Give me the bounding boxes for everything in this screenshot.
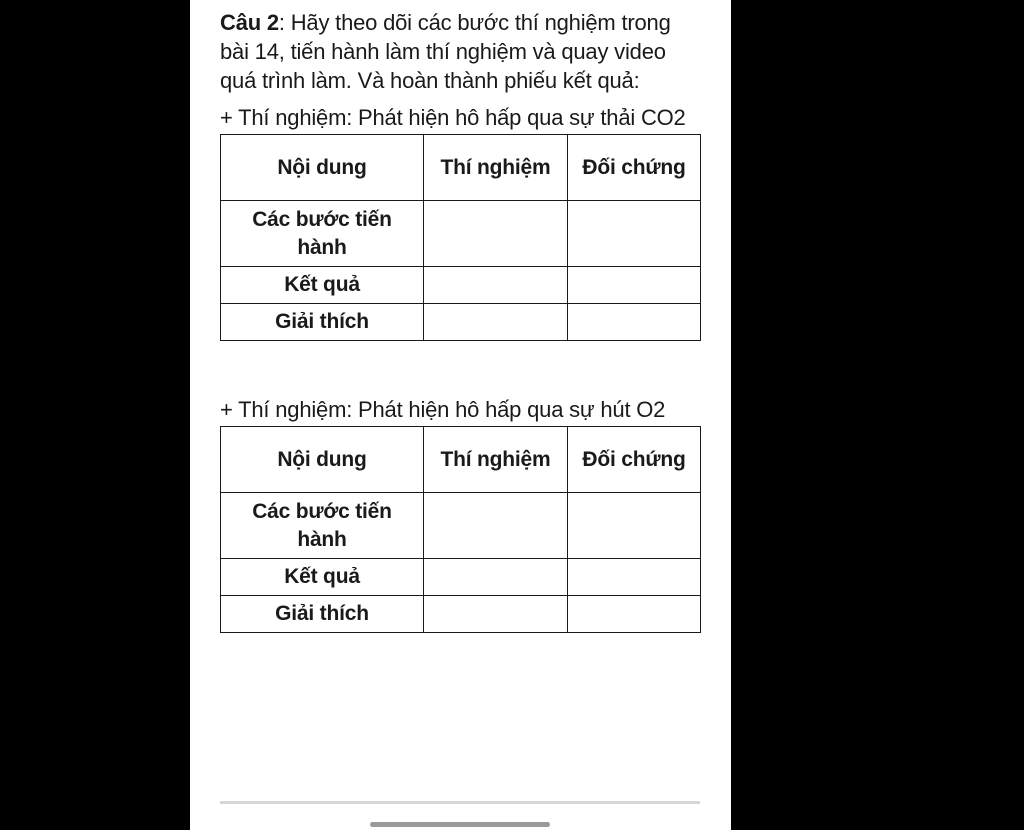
row-label-explanation: Giải thích <box>221 304 424 341</box>
row-label-steps: Các bước tiến hành <box>221 493 424 559</box>
cell-experiment <box>424 201 568 267</box>
cell-control <box>568 596 701 633</box>
table-row <box>221 559 701 596</box>
header-noi-dung: Nội dung <box>221 427 424 493</box>
cell-control <box>568 559 701 596</box>
table-header-row <box>221 135 701 201</box>
header-thi-nghiem: Thí nghiệm <box>424 135 568 201</box>
row-label-explanation: Giải thích <box>221 596 424 633</box>
header-doi-chung: Đối chứng <box>568 427 701 493</box>
table-header-row <box>221 427 701 493</box>
table-row <box>221 304 701 341</box>
header-thi-nghiem: Thí nghiệm <box>424 427 568 493</box>
cell-control <box>568 304 701 341</box>
question-label: Câu 2 <box>220 10 279 35</box>
document-page <box>190 0 731 830</box>
cell-control <box>568 201 701 267</box>
home-indicator-bar[interactable] <box>370 822 550 827</box>
cell-experiment <box>424 267 568 304</box>
experiment-1-table <box>220 134 701 341</box>
cell-experiment <box>424 559 568 596</box>
cell-experiment <box>424 596 568 633</box>
cell-experiment <box>424 493 568 559</box>
experiment-2-title: + Thí nghiệm: Phát hiện hô hấp qua sự hút O2 <box>220 397 666 422</box>
row-label-result: Kết quả <box>221 559 424 596</box>
header-noi-dung: Nội dung <box>221 135 424 201</box>
cell-experiment <box>424 304 568 341</box>
experiment-2-table <box>220 426 701 633</box>
page-divider <box>220 801 700 804</box>
table-row <box>221 201 701 267</box>
header-doi-chung: Đối chứng <box>568 135 701 201</box>
table-row <box>221 596 701 633</box>
document-content <box>220 8 700 633</box>
question-text <box>220 8 700 95</box>
table-row <box>221 493 701 559</box>
table-row <box>221 267 701 304</box>
row-label-result: Kết quả <box>221 267 424 304</box>
cell-control <box>568 267 701 304</box>
question-body: : Hãy theo dõi các bước thí nghiệm trong bài 14, tiến hành làm thí nghiệm và quay video quá trình làm. Và hoàn thành phiếu kết quả: <box>220 10 671 93</box>
cell-control <box>568 493 701 559</box>
experiment-1-title: + Thí nghiệm: Phát hiện hô hấp qua sự thải CO2 <box>220 105 686 130</box>
row-label-steps: Các bước tiến hành <box>221 201 424 267</box>
